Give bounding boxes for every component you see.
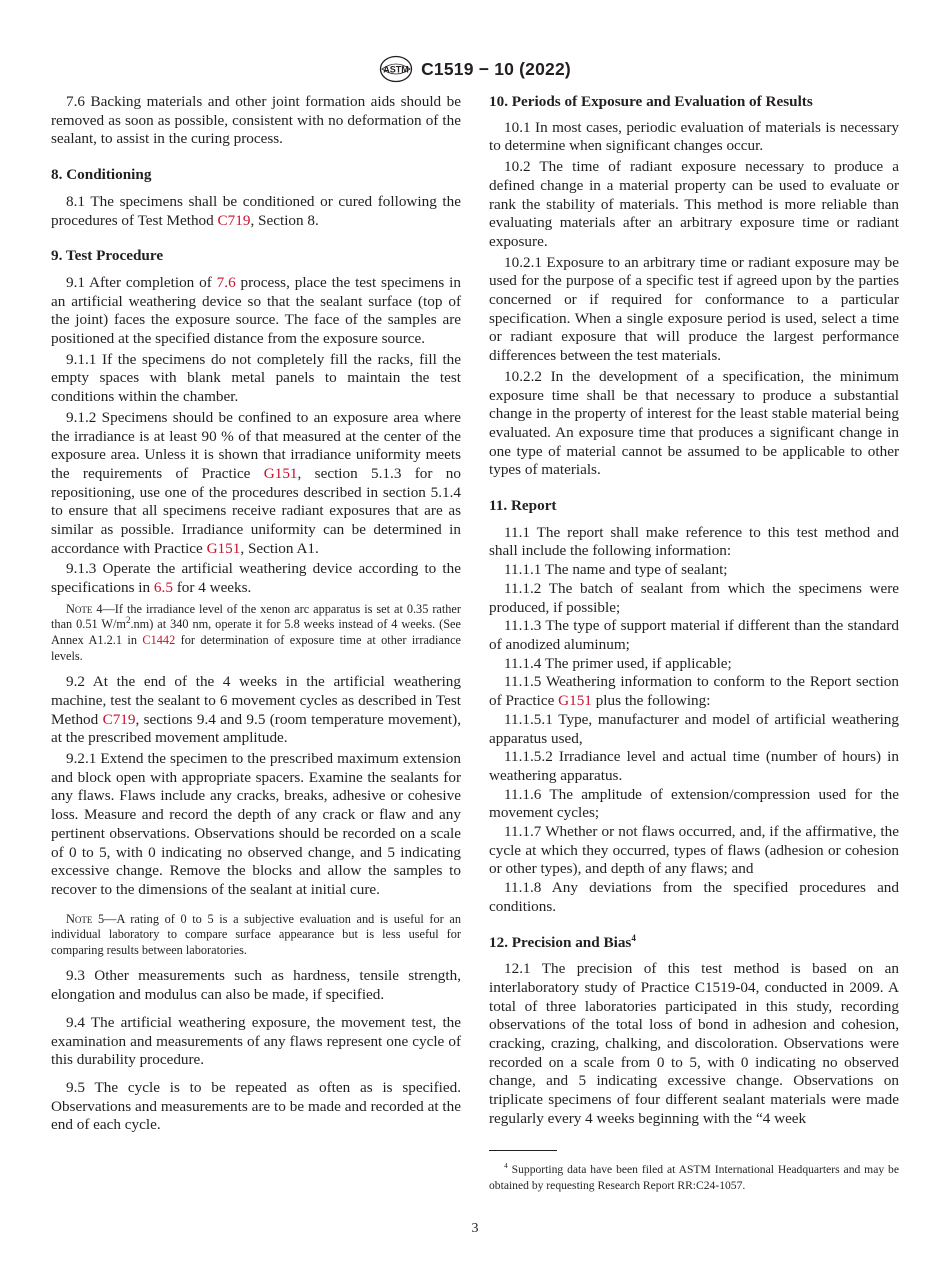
link-g151[interactable]: G151 (206, 539, 241, 557)
paragraph-10-2-1: 10.2.1 Exposure to an arbitrary time or radiant exposure may be used for the purpose of a specific test if agreed upon by the parties concerned or if required for conformance to a particular specification. When a single exposure period is used, select a time or radiant exposure that will produce the largest performance differences between the test materials. (489, 253, 899, 365)
paragraph-11-1-7: 11.1.7 Whether or not flaws occurred, and, if the affirmative, the cycle at which they occurred, types of flaws (adhesion or cohesion or other types), and depth of any flaws; and (489, 823, 899, 878)
paragraph-8-1: 8.1 The specimens shall be conditioned or cured following the procedures of Test Method C719, Section 8. (51, 192, 461, 229)
paragraph-10-2: 10.2 The time of radiant exposure necessary to produce a defined change in a material property can be used to evaluate or rank the stability of materials. This method is more reliable than evaluating materials after an arbitrary exposure time or radiant exposure. (489, 158, 899, 250)
link-c719[interactable]: C719 (102, 710, 136, 728)
link-g151[interactable]: G151 (558, 692, 592, 710)
link-c1442[interactable]: C1442 (142, 633, 176, 648)
paragraph-9-1-2: 9.1.2 Specimens should be confined to an exposure area where the irradiance is at least 90 % of that measured at the center of the exposure area. Unless it is shown that irradiance uniformity meets the requirements of Practice G151, section 5.1.3 for no repositioning, use one of the procedures described in section 5.1.4 to ensure that all specimens receive radiant exposures that are as similar as possible. Irradiance uniformity can be determined in accordance with Practice G151, Section A1. (51, 408, 461, 557)
link-6-5[interactable]: 6.5 (153, 579, 173, 597)
paragraph-11-1-6: 11.1.6 The amplitude of extension/compression used for the movement cycles; (489, 785, 899, 822)
heading-test-procedure: 9. Test Procedure (51, 247, 164, 265)
paragraph-9-2-1: 9.2.1 Extend the specimen to the prescribed maximum extension and block open with appropriate spacers. Examine the sealants for any flaws. Flaws include any cracks, breaks, adhesive or cohesive loss. Measure and record the depth of any crack or flaw and any pertinent observations. Observations should be recorded on a scale of 0 to 5, with 0 indicating no observed change, and 5 indicating excessive change. Remove the blocks and allow the samples to recover to the dimensions of the sealant at initial cure. (51, 750, 461, 898)
paragraph-10-2-2: 10.2.2 In the development of a specification, the minimum exposure time shall be that necessary to produce a substantial change in the property of interest for the least stable material being evaluated. An exposure time that produces a significant change in one type of material cannot be assumed to be applicable to other types of materials. (489, 367, 899, 479)
paragraph-9-3: 9.3 Other measurements such as hardness, tensile strength, elongation and modulus can also be made, if specified. (51, 967, 461, 1004)
paragraph-9-1-3: 9.1.3 Operate the artificial weathering device according to the specifications in 6.5 for 4 weeks. (51, 560, 461, 597)
paragraph-11-1-8: 11.1.8 Any deviations from the specified procedures and conditions. (489, 879, 899, 915)
paragraph-11-1-1: 11.1.1 The name and type of sealant; (504, 561, 728, 579)
heading-precision-and-bias: 12. Precision and Bias$^4$ (489, 932, 636, 951)
paragraph-11-1-4: 11.1.4 The primer used, if applicable; (504, 654, 732, 672)
paragraph-11-1-3: 11.1.3 The type of support material if different than the standard of anodized aluminum; (489, 617, 899, 653)
link-7-6[interactable]: 7.6 (216, 273, 236, 291)
page-header (0, 54, 950, 84)
paragraph-9-4: 9.4 The artificial weathering exposure, the movement test, the examination and measurements of any flaws represent one cycle of this durability procedure. (51, 1013, 461, 1069)
paragraph-12-1: 12.1 The precision of this test method is based on an interlaboratory study of Practice C1519-04, conducted in 2009. A total of three laboratories participated in this study, recording observations of the total loss of bond in adhesion and cohesion, cracking, crazing, chalking, and discoloration. Observations were recorded on a scale from 0 to 5, with 0 indicating no observed change, and 5 indicating excessive change. Observations on triplicate specimens of four different sealant materials were made regularly every 4 weeks beginning with the “4 week (489, 960, 899, 1127)
footnote-marker: 4 (631, 932, 636, 943)
note-4: Note 4—If the irradiance level of the xenon arc apparatus is set at 0.35 rather than 0.51 $W/m^2.nm$) at 340 nm, operate it for 5.8 weeks instead of 4 weeks. (See Annex A1.2.1 in C1442 for determination of exposure time at other irradiance levels. (51, 601, 461, 663)
paragraph-11-1-5-2: 11.1.5.2 Irradiance level and actual time (number of hours) in weathering apparatus. (489, 748, 899, 784)
link-g151[interactable]: G151 (263, 464, 298, 482)
astm-logo-icon (379, 55, 413, 83)
document-designation: C1519 − 10 (2022) (421, 58, 571, 79)
paragraph-11-1: 11.1 The report shall make reference to this test method and shall include the following information: (489, 523, 899, 560)
paragraph-7-6: 7.6 Backing materials and other joint formation aids should be removed as soon as possible, consistent with no deformation of the sealant, to assist in the curing process. (51, 93, 461, 148)
page-number: 3 (471, 1221, 479, 1236)
paragraph-9-1: 9.1 After completion of 7.6 process, place the test specimens in an artificial weathering device so that the sealant surface (top of the joint) faces the exposure source. The face of the samples are positioned at the specified distance from the exposure source. (51, 273, 461, 348)
heading-conditioning: 8. Conditioning (51, 166, 152, 184)
paragraph-11-1-5: 11.1.5 Weathering information to conform to the Report section of Practice G151 plus the following: (489, 673, 899, 710)
paragraph-10-1: 10.1 In most cases, periodic evaluation of materials is necessary to determine when significant changes occur. (489, 118, 899, 155)
logo-text: ASTM (383, 64, 409, 75)
paragraph-9-2: 9.2 At the end of the 4 weeks in the artificial weathering machine, test the sealant to 6 movement cycles as described in Test Method C719, sections 9.4 and 9.5 (room temperature movement), at the prescribed movement amplitude. (51, 673, 461, 747)
heading-report: 11. Report (489, 497, 557, 515)
left-column (51, 93, 461, 1135)
heading-periods-of-exposure: 10. Periods of Exposure and Evaluation of Results (489, 93, 813, 110)
paragraph-11-1-5-1: 11.1.5.1 Type, manufacturer and model of artificial weathering apparatus used, (489, 710, 899, 747)
footnote-divider (489, 1150, 557, 1151)
footnote-4: $^4$ Supporting data have been filed at ASTM International Headquarters and may be obtained by requesting Research Report RR:C24-1057. (489, 1161, 899, 1192)
link-c719[interactable]: C719 (217, 211, 251, 229)
paragraph-11-1-2: 11.1.2 The batch of sealant from which the specimens were produced, if possible; (489, 579, 899, 616)
note-5: Note 5—A rating of 0 to 5 is a subjective evaluation and is useful for an individual laboratory to compare surface appearance but is less useful for comparing results between laboratories. (51, 911, 461, 957)
paragraph-9-5: 9.5 The cycle is to be repeated as often as is specified. Observations and measurements are to be made and recorded at the end of each cycle. (51, 1078, 461, 1134)
paragraph-9-1-1: 9.1.1 If the specimens do not completely fill the racks, fill the empty spaces with blank metal panels to maintain the test conditions within the chamber. (51, 350, 461, 406)
right-column (489, 93, 899, 1129)
